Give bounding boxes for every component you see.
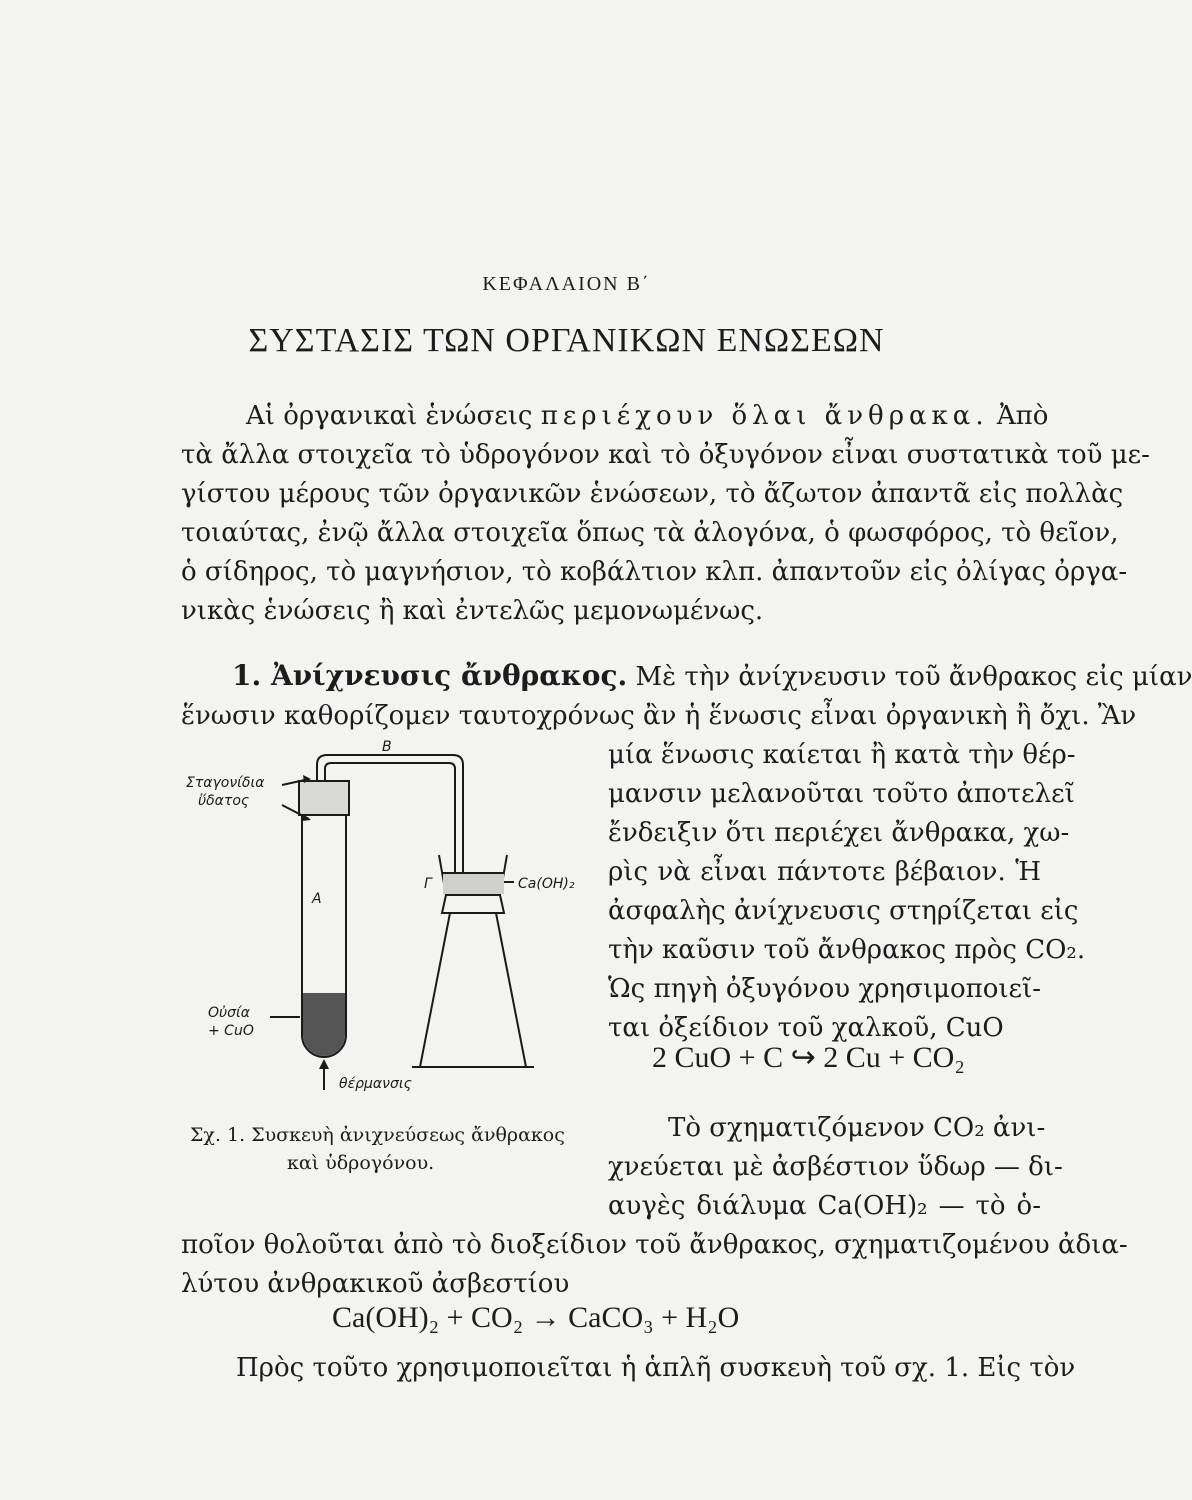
figure-caption-2: καὶ ὑδρογόνου. [287,1152,435,1174]
label-substance-2: + CuO [208,1023,254,1039]
substance-cuo [303,993,345,1056]
equation-1: 2 CuO + C ↪ 2 Cu + CO₂ [652,1041,965,1074]
right-col-2: μανσιν μελανοῦται τοῦτο ἀποτελεῖ [608,779,1075,809]
right-col-5: ἀσφαλὴς ἀνίχνευσις στηρίζεται εἰς [608,896,1079,926]
figure-caption-1: Σχ. 1. Συσκευὴ ἀνιχνεύσεως ἄνθρακος [190,1124,565,1146]
label-drops-2: ὕδατος [198,793,250,809]
stand-legs [420,913,526,1067]
label-substance-1: Οὐσία [208,1005,250,1021]
right-col-9: Τὸ σχηματιζόμενον CO₂ ἀνι- [668,1113,1046,1143]
right-col-1: μία ἕνωσις καίεται ἢ κατὰ τὴν θέρ- [608,740,1076,770]
section-heading: 1. Ἀνίχνευσις ἄνθρακος. [232,659,628,692]
delivery-tube [317,755,463,895]
intro-line-4: τοιαύτας, ἐνῷ ἄλλα στοιχεῖα ὅπως τὰ ἀλογόνα, ὁ φωσφόρος, τὸ θεῖον, [181,518,1119,548]
label-heat: θέρμανσις [339,1076,412,1092]
equation-2: Ca(OH)₂ + CO₂ → CaCO₃ + H₂O [332,1301,740,1334]
label-caoh: Ca(OH)₂ [518,876,575,892]
intro-line-5: ὁ σίδηρος, τὸ μαγνήσιον, τὸ κοβάλτιον κλπ. ἀπαντοῦν εἰς ὀλίγας ὀργα- [181,557,1128,587]
intro-line-3: γίστου μέρους τῶν ὀργανικῶν ἑνώσεων, τὸ ἄζωτον ἀπαντᾶ εἰς πολλὰς [181,479,1124,509]
label-g: Γ [424,876,432,892]
stopper [299,781,349,815]
section-line-12: ποῖον θολοῦται ἀπὸ τὸ διοξείδιον τοῦ ἄνθρακος, σχηματιζομένου ἀδια- [181,1230,1128,1260]
right-col-7: Ὡς πηγὴ ὀξυγόνου χρησιμοποιεῖ- [608,974,1041,1004]
section-line-2: ἕνωσιν καθορίζομεν ταυτοχρόνως ἂν ἡ ἕνωσις εἶναι ὀργανικὴ ἢ ὄχι. Ἂν [181,701,1137,731]
right-col-4: ρὶς νὰ εἶναι πάντοτε βέβαιον. Ἡ [608,857,1041,887]
figure-apparatus [184,739,604,1095]
lime-water [443,874,504,894]
label-b: Β [382,739,392,755]
chapter-title: ΣΥΣΤΑΣΙΣ ΤΩΝ ΟΡΓΑΝΙΚΩΝ ΕΝΩΣΕΩΝ [248,322,885,359]
right-col-6: τὴν καῦσιν τοῦ ἄνθρακος πρὸς CO₂. [608,935,1086,965]
label-a: Α [312,891,322,907]
right-col-8: ται ὀξείδιον τοῦ χαλκοῦ, CuO [608,1013,1004,1043]
section-line-14: Πρὸς τοῦτο χρησιμοποιεῖται ἡ ἁπλῆ συσκευὴ τοῦ σχ. 1. Εἰς τὸν [236,1353,1076,1383]
label-drops-1: Σταγονίδια [186,775,265,791]
chapter-label: ΚΕΦΑΛΑΙΟΝ Β΄ [482,273,651,295]
intro-line-2: τὰ ἄλλα στοιχεῖα τὸ ὑδρογόνον καὶ τὸ ὀξυγόνον εἶναι συστατικὰ τοῦ με- [181,440,1150,470]
right-col-11: αυγὲς διάλυμα Ca(OH)₂ — τὸ ὁ- [608,1191,1041,1221]
right-col-10: χνεύεται μὲ ἀσβέστιον ὕδωρ — δι- [608,1152,1063,1182]
intro-line-6: νικὰς ἑνώσεις ἢ καὶ ἐντελῶς μεμονωμένως. [181,596,764,626]
section-line-13: λύτου ἀνθρακικοῦ ἀσβεστίου [181,1269,570,1299]
section-heading-line: 1. Ἀνίχνευσις ἄνθρακος. Μὲ τὴν ἀνίχνευσιν τοῦ ἄνθρακος εἰς μίαν [232,659,1192,692]
stand-top [442,895,504,913]
intro-line-1: Αἱ ὀργανικαὶ ἑνώσεις περιέχουν ὅλαι ἄνθρακα. Ἀπὸ [246,401,1049,431]
right-col-3: ἔνδειξιν ὅτι περιέχει ἄνθρακα, χω- [608,818,1070,848]
